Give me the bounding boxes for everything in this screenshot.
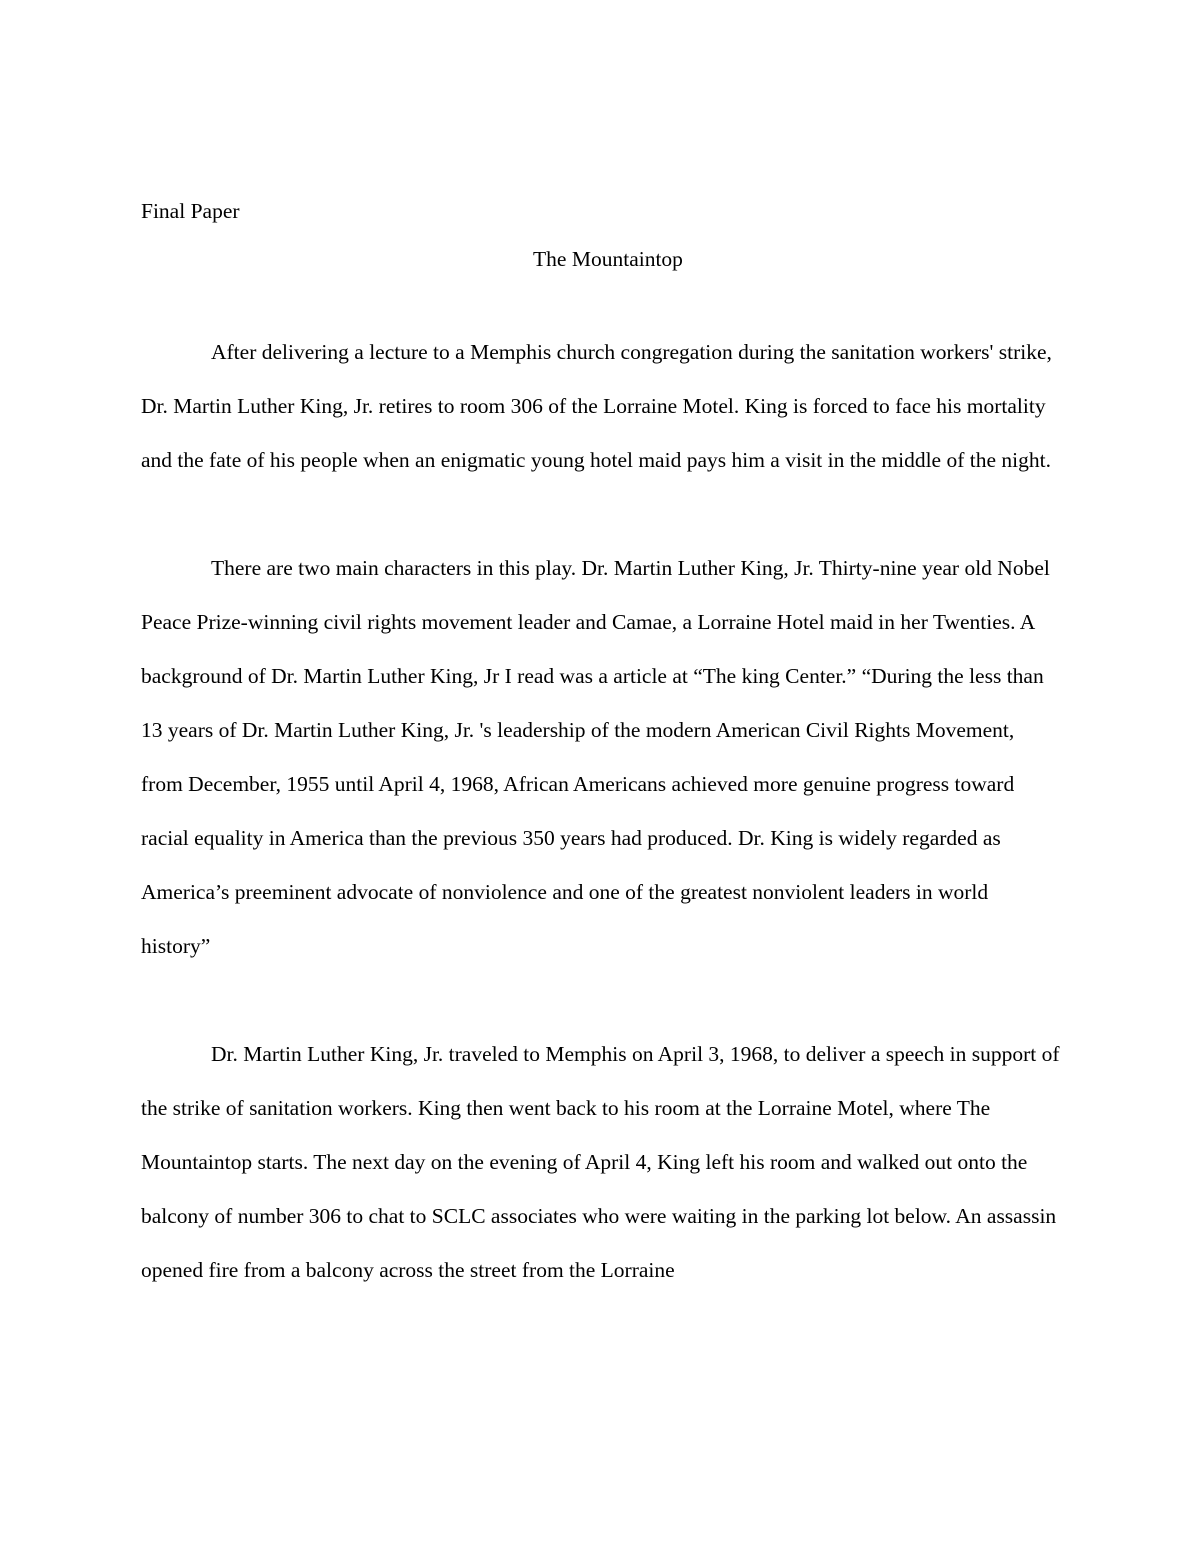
paragraph-spacer xyxy=(141,973,1061,1027)
document-body xyxy=(141,193,1061,1297)
title-spacer xyxy=(141,289,1061,325)
paragraph-history: Dr. Martin Luther King, Jr. traveled to Memphis on April 3, 1968, to deliver a speech in support of the strike of sanitation workers. King then went back to his room at the Lorraine Motel, where The Mountaintop starts. The next day on the evening of April 4, King left his room and walked out onto the balcony of number 306 to chat to SCLC associates who were waiting in the parking lot below. An assassin opened fire from a balcony across the street from the Lorraine xyxy=(141,1042,1060,1282)
paragraph-plot-summary: After delivering a lecture to a Memphis church congregation during the sanitation workers' strike, Dr. Martin Luther King, Jr. retires to room 306 of the Lorraine Motel. King is forced to face his mortality and the fate of his people when an enigmatic young hotel maid pays him a visit in the middle of the night. xyxy=(141,340,1052,472)
paragraph-spacer xyxy=(141,487,1061,541)
paper-header-label: Final Paper xyxy=(141,199,240,223)
paragraph-characters: There are two main characters in this play. Dr. Martin Luther King, Jr. Thirty-nine year old Nobel Peace Prize-winning civil rights movement leader and Camae, a Lorraine Hotel maid in her Twenties. A background of Dr. Martin Luther King, Jr I read was a article at “The king Center.” “During the less than 13 years of Dr. Martin Luther King, Jr. 's leadership of the modern American Civil Rights Movement, from December, 1955 until April 4, 1968, African Americans achieved more genuine progress toward racial equality in America than the previous 350 years had produced. Dr. King is widely regarded as America’s preeminent advocate of nonviolence and one of the greatest nonviolent leaders in world history” xyxy=(141,556,1050,958)
paper-title: The Mountaintop xyxy=(533,247,683,271)
